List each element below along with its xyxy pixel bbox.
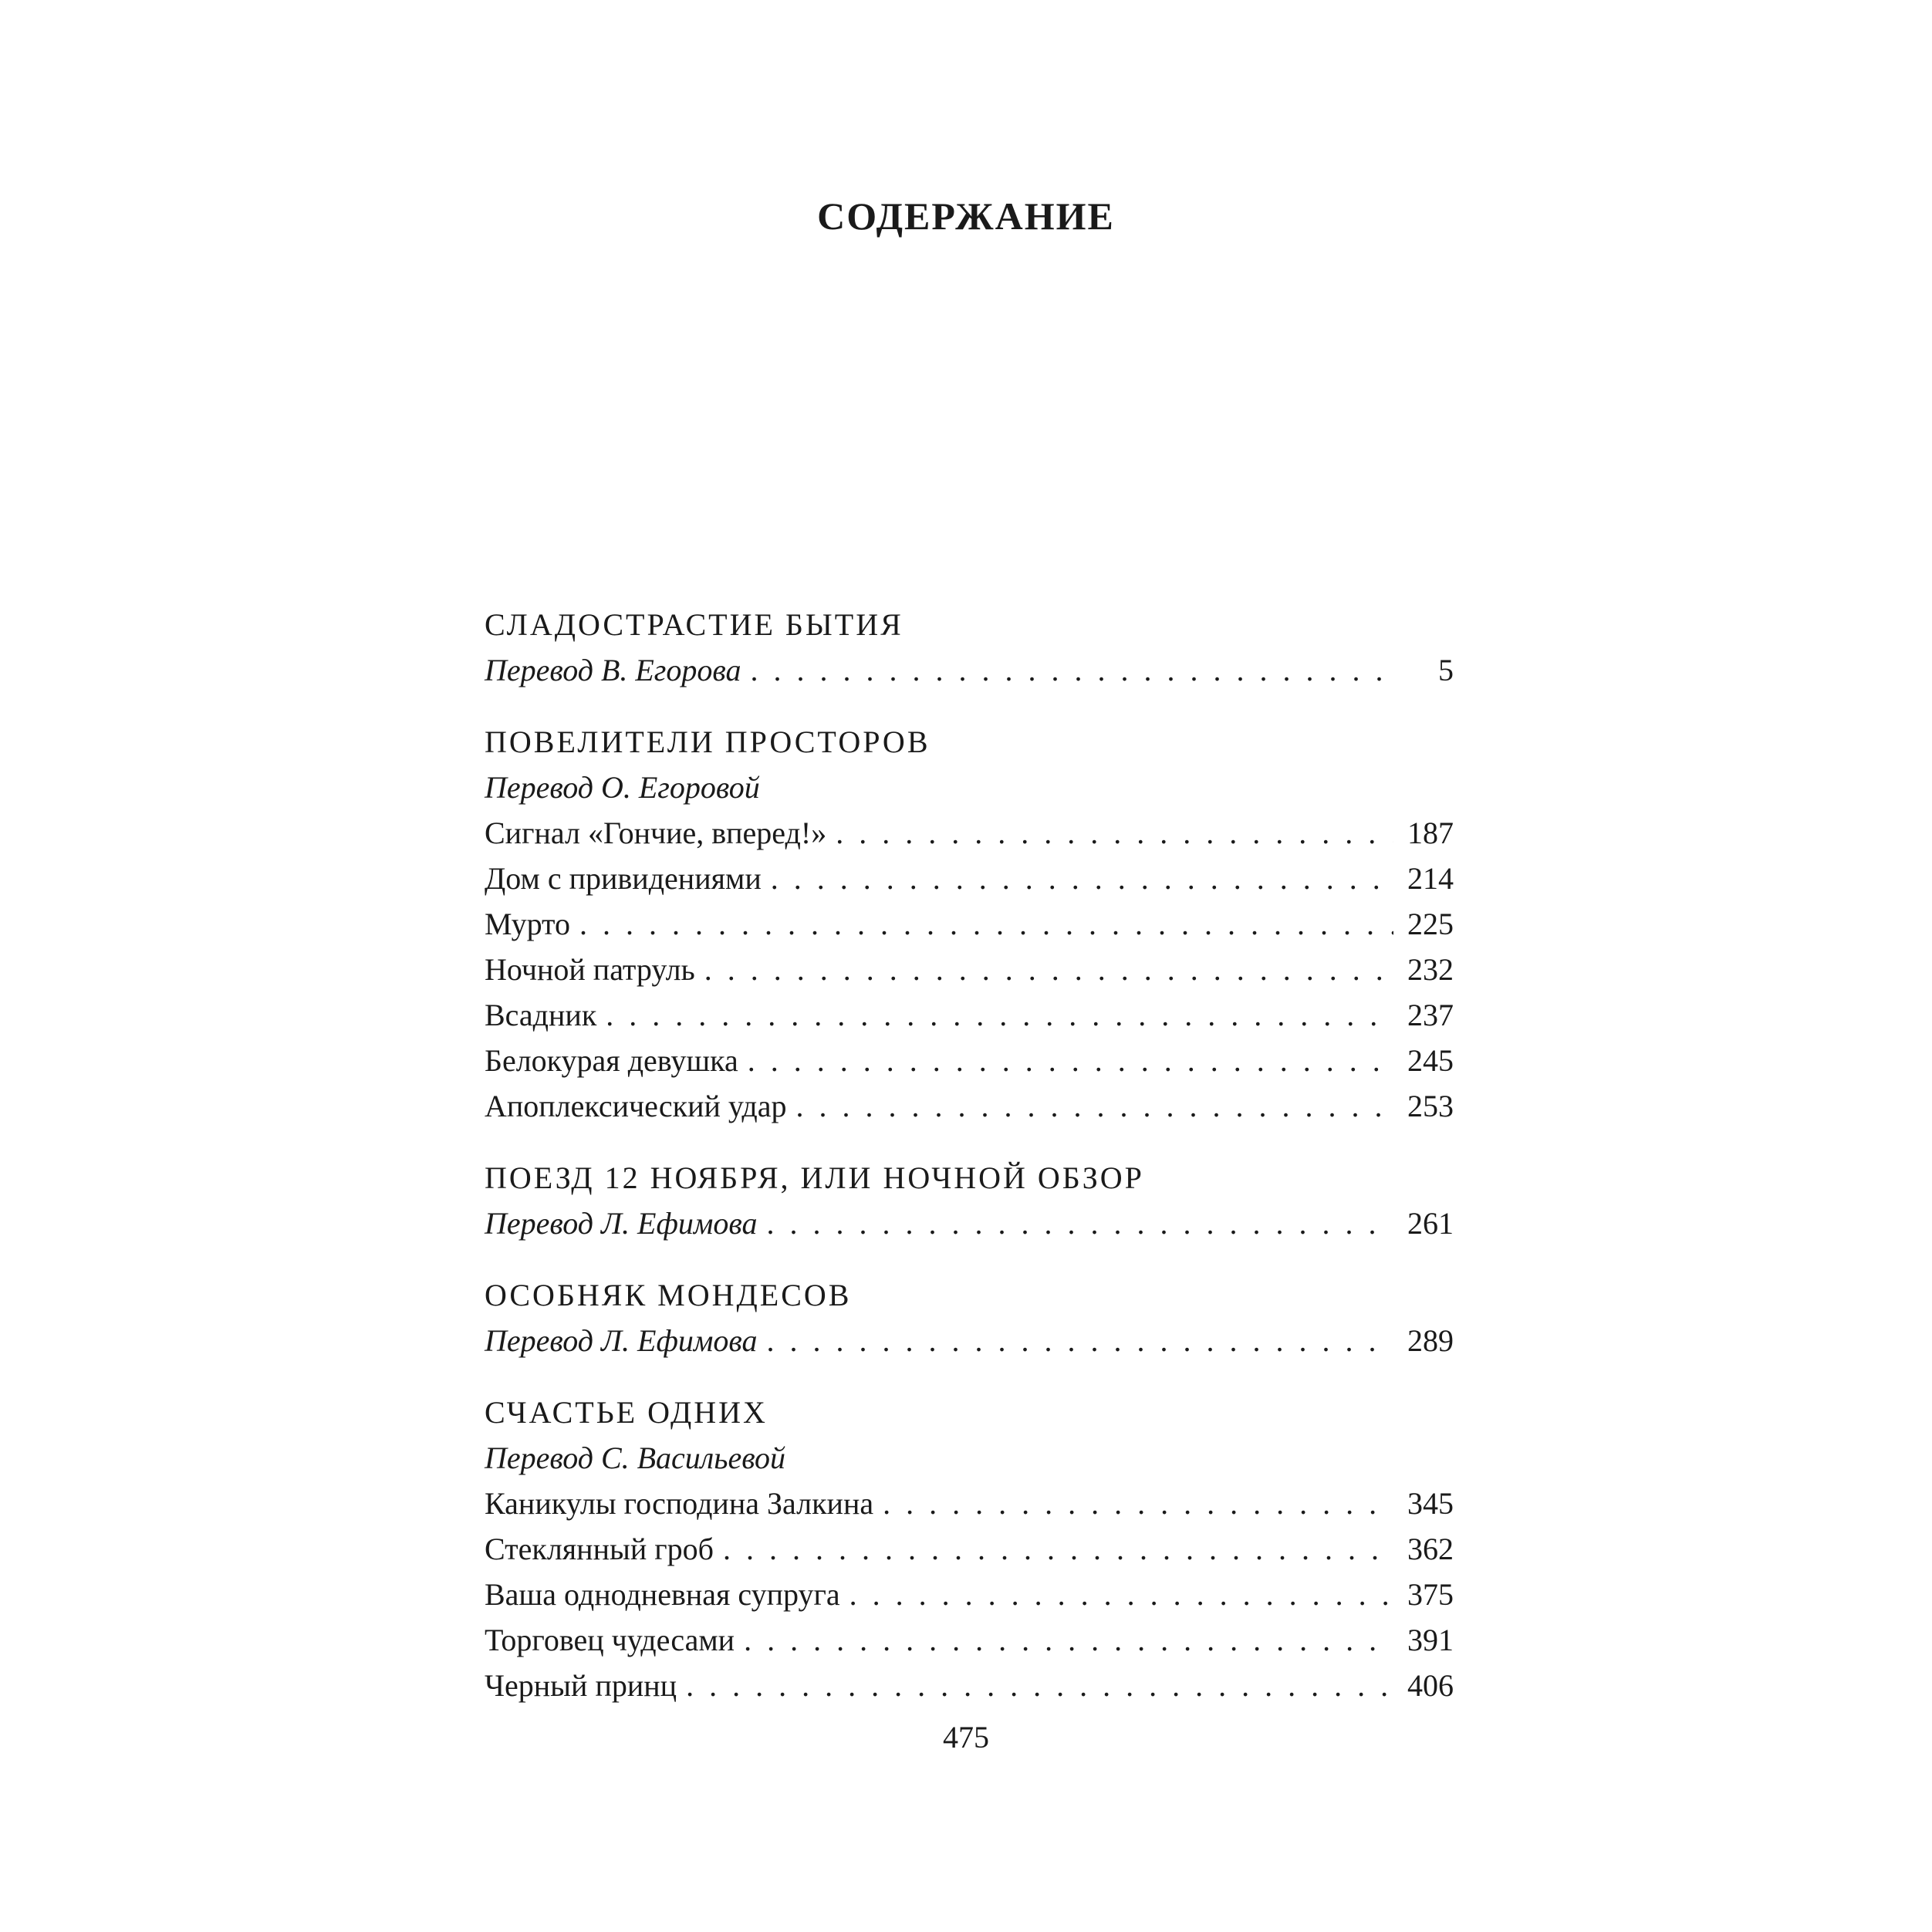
dot-leader	[883, 1481, 1393, 1526]
entry-title: Черный принц	[485, 1668, 677, 1703]
toc-entry[interactable]	[485, 1572, 1454, 1617]
page-ref: 214	[1407, 861, 1454, 896]
page-ref: 253	[1407, 1089, 1454, 1123]
toc-entry[interactable]	[485, 856, 1454, 901]
dot-leader	[849, 1572, 1393, 1617]
page-title: СОДЕРЖАНИЕ	[817, 194, 1115, 238]
entry-title: Белокурая девушка	[485, 1043, 738, 1078]
table-of-contents	[485, 602, 1454, 1708]
dot-leader	[579, 901, 1393, 947]
page-ref: 187	[1407, 816, 1454, 850]
dot-leader	[771, 856, 1393, 901]
translator-entry[interactable]	[485, 1201, 1454, 1246]
toc-entry[interactable]	[485, 992, 1454, 1038]
page-ref: 362	[1407, 1532, 1454, 1566]
toc-section	[485, 1390, 1454, 1708]
dot-leader	[766, 1318, 1393, 1363]
section-title: ПОЕЗД 12 НОЯБРЯ, ИЛИ НОЧНОЙ ОБЗОР	[485, 1160, 1144, 1195]
entry-title: Всадник	[485, 998, 597, 1032]
page-ref: 237	[1407, 998, 1454, 1032]
toc-entry[interactable]	[485, 1617, 1454, 1663]
section-title: СЧАСТЬЕ ОДНИХ	[485, 1395, 768, 1430]
translator-credit: Перевод О. Егоровой	[485, 770, 760, 805]
translator-entry[interactable]	[485, 1318, 1454, 1363]
toc-entry[interactable]	[485, 947, 1454, 992]
translator-entry[interactable]	[485, 647, 1454, 693]
dot-leader	[744, 1617, 1393, 1663]
translator-credit: Перевод Л. Ефимова	[485, 1206, 758, 1241]
page-ref: 289	[1407, 1323, 1454, 1358]
section-title: СЛАДОСТРАСТИЕ БЫТИЯ	[485, 607, 904, 642]
page-ref: 225	[1407, 907, 1454, 941]
entry-title: Ваша однодневная супруга	[485, 1577, 840, 1612]
section-title: ПОВЕЛИТЕЛИ ПРОСТОРОВ	[485, 724, 931, 759]
entry-title: Стеклянный гроб	[485, 1532, 714, 1566]
section-title: ОСОБНЯК МОНДЕСОВ	[485, 1278, 852, 1312]
entry-title: Ночной патруль	[485, 952, 695, 987]
translator-credit: Перевод В. Егорова	[485, 653, 741, 687]
entry-title: Каникулы господина Залкина	[485, 1486, 874, 1521]
toc-entry[interactable]	[485, 901, 1454, 947]
page-ref: 406	[1407, 1668, 1454, 1703]
toc-entry[interactable]	[485, 810, 1454, 856]
dot-leader	[723, 1526, 1393, 1572]
dot-leader	[836, 810, 1393, 856]
dot-leader	[704, 947, 1393, 992]
entry-title: Торговец чудесами	[485, 1623, 735, 1657]
dot-leader	[751, 647, 1394, 693]
translator-credit: Перевод Л. Ефимова	[485, 1323, 758, 1358]
toc-section	[485, 719, 1454, 1129]
page-ref: 345	[1407, 1486, 1454, 1521]
page-ref: 391	[1407, 1623, 1454, 1657]
page-number: 475	[943, 1720, 989, 1755]
toc-section	[485, 1272, 1454, 1363]
toc-section	[485, 602, 1454, 693]
page-ref: 5	[1438, 653, 1454, 687]
entry-title: Мурто	[485, 907, 570, 941]
entry-title: Апоплексический удар	[485, 1089, 787, 1123]
toc-entry[interactable]	[485, 1038, 1454, 1083]
toc-entry[interactable]	[485, 1481, 1454, 1526]
toc-entry[interactable]	[485, 1526, 1454, 1572]
page-ref: 232	[1407, 952, 1454, 987]
toc-entry[interactable]	[485, 1663, 1454, 1708]
dot-leader	[606, 992, 1393, 1038]
entry-title: Сигнал «Гончие, вперед!»	[485, 816, 827, 850]
dot-leader	[766, 1201, 1393, 1246]
toc-section	[485, 1155, 1454, 1246]
page-ref: 375	[1407, 1577, 1454, 1612]
toc-entry[interactable]	[485, 1083, 1454, 1129]
page-ref: 261	[1407, 1206, 1454, 1241]
dot-leader	[795, 1083, 1393, 1129]
entry-title: Дом с привидениями	[485, 861, 762, 896]
page-ref: 245	[1407, 1043, 1454, 1078]
dot-leader	[686, 1663, 1393, 1708]
translator-credit: Перевод С. Васильевой	[485, 1441, 786, 1475]
dot-leader	[748, 1038, 1393, 1083]
